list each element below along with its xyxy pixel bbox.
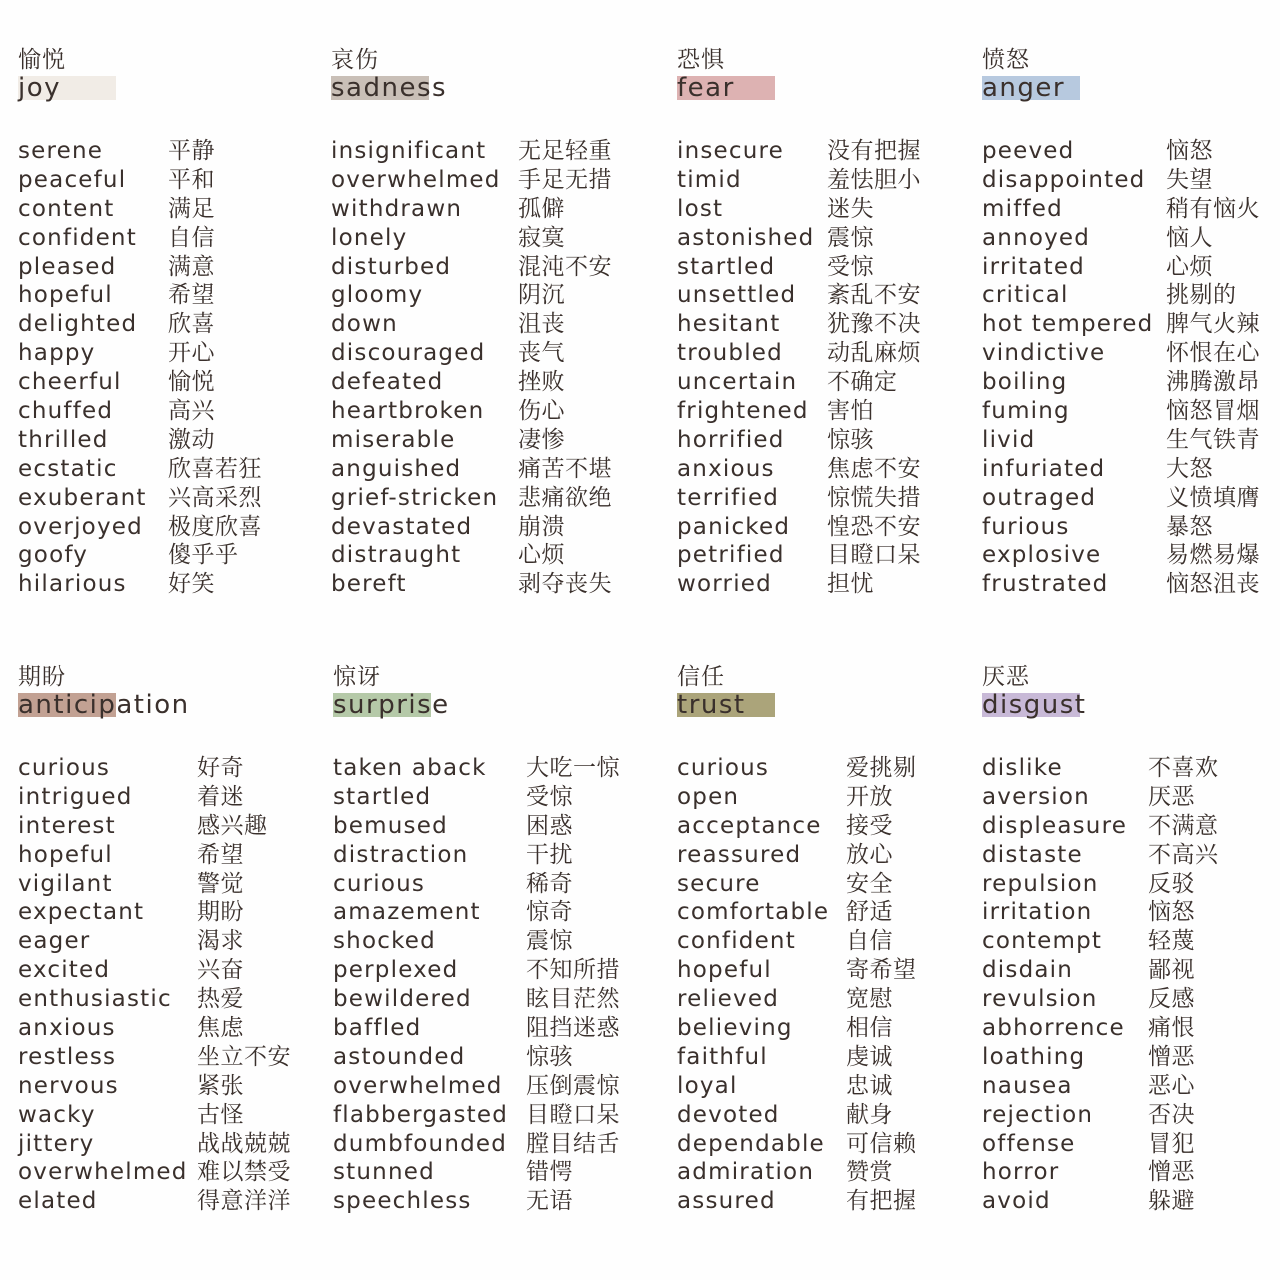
- word-zh: 孤僻: [518, 195, 565, 222]
- word-en: stunned: [333, 1159, 435, 1186]
- word-zh: 希望: [168, 282, 215, 309]
- word-en: chuffed: [18, 398, 114, 425]
- emotion-title-en: anger: [982, 73, 1065, 103]
- word-en: peeved: [982, 138, 1075, 164]
- word-zh: 膛目结舌: [526, 1130, 620, 1157]
- word-zh: 剥夺丧失: [518, 571, 612, 598]
- word-zh: 平和: [168, 166, 215, 193]
- word-zh: 舒适: [846, 899, 893, 926]
- word-en: bemused: [333, 812, 448, 839]
- word-en: perplexed: [333, 957, 459, 984]
- word-en: restless: [18, 1043, 117, 1070]
- word-en: astonished: [677, 224, 815, 251]
- word-en: worried: [677, 571, 772, 598]
- word-en: cheerful: [18, 369, 122, 396]
- word-en: offense: [982, 1130, 1076, 1157]
- word-zh: 欣喜: [168, 311, 215, 338]
- word-zh: 献身: [846, 1101, 893, 1128]
- word-zh: 困惑: [526, 812, 573, 839]
- emotion-section-anger: [982, 46, 1260, 598]
- word-zh: 惶恐不安: [827, 513, 921, 540]
- word-en: heartbroken: [331, 398, 485, 425]
- word-zh: 沮丧: [518, 311, 565, 338]
- word-en: dependable: [677, 1130, 825, 1157]
- word-en: ecstatic: [18, 455, 118, 482]
- word-zh: 手足无措: [518, 166, 612, 193]
- emotion-title-zh: 恐惧: [677, 47, 725, 73]
- emotion-title-zh: 惊讶: [333, 664, 381, 690]
- word-zh: 恼怒: [1166, 138, 1213, 164]
- word-en: bewildered: [333, 986, 472, 1013]
- word-en: interest: [18, 812, 116, 839]
- word-zh: 坐立不安: [197, 1043, 291, 1070]
- word-zh: 满足: [168, 195, 215, 222]
- word-zh: 傻乎乎: [168, 542, 239, 569]
- word-en: discouraged: [331, 340, 486, 367]
- word-en: overwhelmed: [333, 1072, 503, 1099]
- word-en: anguished: [331, 455, 462, 482]
- word-en: curious: [677, 755, 770, 781]
- word-en: nervous: [18, 1072, 119, 1099]
- word-zh: 脾气火辣: [1166, 311, 1260, 338]
- word-zh: 干扰: [526, 841, 573, 868]
- word-en: open: [677, 783, 740, 810]
- word-zh: 寂寞: [518, 224, 565, 251]
- word-en: thrilled: [18, 426, 109, 453]
- word-en: irritation: [982, 899, 1093, 926]
- word-zh: 错愕: [526, 1159, 573, 1186]
- word-en: rejection: [982, 1101, 1094, 1128]
- word-zh: 开心: [168, 340, 215, 367]
- word-en: elated: [18, 1188, 98, 1215]
- word-en: terrified: [677, 484, 780, 511]
- word-zh: 感兴趣: [197, 812, 268, 839]
- word-en: comfortable: [677, 899, 830, 926]
- word-zh: 稍有恼火: [1166, 195, 1260, 222]
- word-zh: 战战兢兢: [197, 1130, 291, 1157]
- word-en: bereft: [331, 571, 407, 598]
- word-zh: 沸腾激昂: [1166, 369, 1260, 396]
- word-en: expectant: [18, 899, 145, 926]
- word-en: enthusiastic: [18, 986, 172, 1013]
- word-zh: 挑剔的: [1166, 282, 1237, 309]
- word-en: shocked: [333, 928, 436, 955]
- word-zh: 不确定: [827, 369, 898, 396]
- word-zh: 迷失: [827, 195, 874, 222]
- word-en: disdain: [982, 957, 1074, 984]
- word-zh: 憎恶: [1148, 1159, 1195, 1186]
- emotion-section-trust: [677, 663, 917, 1215]
- word-zh: 欣喜若狂: [168, 455, 262, 482]
- word-zh: 兴高采烈: [168, 484, 262, 511]
- word-en: anxious: [18, 1015, 116, 1042]
- word-en: happy: [18, 340, 96, 367]
- word-en: fuming: [982, 398, 1070, 425]
- word-zh: 高兴: [168, 398, 215, 425]
- word-zh: 凄惨: [518, 426, 565, 453]
- word-zh: 可信赖: [846, 1130, 917, 1157]
- word-en: curious: [18, 755, 111, 781]
- word-en: believing: [677, 1015, 793, 1042]
- word-zh: 痛恨: [1148, 1015, 1195, 1042]
- word-zh: 希望: [197, 841, 244, 868]
- word-zh: 义愤填膺: [1166, 484, 1260, 511]
- word-zh: 不知所措: [526, 957, 620, 984]
- word-zh: 犹豫不决: [827, 311, 921, 338]
- word-zh: 目瞪口呆: [827, 542, 921, 569]
- word-en: admiration: [677, 1159, 815, 1186]
- word-en: insecure: [677, 138, 785, 164]
- word-zh: 好笑: [168, 571, 215, 598]
- word-zh: 惊骇: [526, 1043, 573, 1070]
- word-en: anxious: [677, 455, 775, 482]
- emotion-title-en: trust: [677, 690, 746, 720]
- word-en: goofy: [18, 542, 89, 569]
- emotion-title-zh: 期盼: [18, 664, 66, 690]
- word-zh: 震惊: [827, 224, 874, 251]
- word-en: annoyed: [982, 224, 1091, 251]
- word-zh: 生气铁青: [1166, 426, 1260, 453]
- word-en: vindictive: [982, 340, 1106, 367]
- word-zh: 惊慌失措: [827, 484, 921, 511]
- word-en: panicked: [677, 513, 791, 540]
- word-zh: 安全: [846, 870, 893, 897]
- word-zh: 恼怒冒烟: [1166, 398, 1260, 425]
- word-en: withdrawn: [331, 195, 463, 222]
- word-en: taken aback: [333, 755, 487, 781]
- word-en: hilarious: [18, 571, 127, 598]
- word-zh: 期盼: [197, 899, 244, 926]
- word-zh: 不喜欢: [1148, 755, 1219, 781]
- word-en: abhorrence: [982, 1015, 1125, 1042]
- word-en: insignificant: [331, 138, 487, 164]
- word-en: outraged: [982, 484, 1097, 511]
- word-en: eager: [18, 928, 91, 955]
- word-en: horror: [982, 1159, 1060, 1186]
- word-zh: 轻蔑: [1148, 928, 1195, 955]
- word-en: overwhelmed: [331, 166, 501, 193]
- emotion-section-sadness: [331, 46, 612, 598]
- word-zh: 警觉: [197, 870, 244, 897]
- word-zh: 厌恶: [1148, 783, 1195, 810]
- word-zh: 不满意: [1148, 812, 1219, 839]
- word-en: down: [331, 311, 398, 338]
- emotion-title-zh: 愤怒: [982, 47, 1030, 73]
- word-zh: 伤心: [518, 398, 565, 425]
- word-zh: 好奇: [197, 755, 244, 781]
- word-zh: 冒犯: [1148, 1130, 1195, 1157]
- word-en: distraction: [333, 841, 469, 868]
- word-en: furious: [982, 513, 1070, 540]
- word-en: serene: [18, 138, 104, 164]
- emotion-title-zh: 厌恶: [982, 664, 1030, 690]
- word-en: reassured: [677, 841, 802, 868]
- word-zh: 恼人: [1166, 224, 1213, 251]
- word-en: lost: [677, 195, 724, 222]
- word-en: confident: [18, 224, 137, 251]
- word-zh: 大吃一惊: [526, 755, 620, 781]
- word-en: delighted: [18, 311, 138, 338]
- emotion-section-joy: [18, 46, 262, 598]
- emotion-section-anticipation: [18, 663, 291, 1215]
- word-zh: 恶心: [1148, 1072, 1195, 1099]
- word-en: disturbed: [331, 253, 452, 280]
- emotion-title-zh: 愉悦: [18, 47, 66, 73]
- word-zh: 紊乱不安: [827, 282, 921, 309]
- word-zh: 接受: [846, 812, 893, 839]
- word-en: frightened: [677, 398, 809, 425]
- word-zh: 自信: [846, 928, 893, 955]
- word-en: timid: [677, 166, 742, 193]
- word-en: astounded: [333, 1043, 466, 1070]
- word-zh: 得意洋洋: [197, 1188, 291, 1215]
- word-en: jittery: [18, 1130, 95, 1157]
- word-zh: 极度欣喜: [168, 513, 262, 540]
- word-en: content: [18, 195, 115, 222]
- word-en: confident: [677, 928, 796, 955]
- word-en: assured: [677, 1188, 776, 1215]
- word-zh: 暴怒: [1166, 513, 1213, 540]
- word-zh: 易燃易爆: [1166, 542, 1260, 569]
- word-en: boiling: [982, 369, 1068, 396]
- word-en: curious: [333, 870, 426, 897]
- word-zh: 悲痛欲绝: [518, 484, 612, 511]
- word-zh: 反驳: [1148, 870, 1195, 897]
- emotion-title-en: joy: [18, 73, 66, 103]
- word-en: peaceful: [18, 166, 127, 193]
- word-zh: 满意: [168, 253, 215, 280]
- word-zh: 赞赏: [846, 1159, 893, 1186]
- word-zh: 压倒震惊: [526, 1072, 620, 1099]
- word-en: startled: [677, 253, 776, 280]
- word-zh: 兴奋: [197, 957, 244, 984]
- word-en: dislike: [982, 755, 1063, 781]
- word-en: horrified: [677, 426, 785, 453]
- word-en: devastated: [331, 513, 473, 540]
- word-en: flabbergasted: [333, 1101, 509, 1128]
- word-zh: 虔诚: [846, 1043, 893, 1070]
- word-zh: 心烦: [1166, 253, 1213, 280]
- emotion-title-en: fear: [677, 73, 735, 103]
- emotion-title-en: surprise: [333, 690, 450, 720]
- word-zh: 无足轻重: [518, 138, 612, 164]
- word-zh: 焦虑: [197, 1015, 244, 1042]
- word-en: loyal: [677, 1072, 738, 1099]
- word-zh: 相信: [846, 1015, 893, 1042]
- word-zh: 害怕: [827, 398, 874, 425]
- emotion-section-surprise: [333, 663, 620, 1215]
- word-zh: 愉悦: [168, 369, 215, 396]
- word-zh: 混沌不安: [518, 253, 612, 280]
- emotion-section-disgust: [982, 663, 1219, 1215]
- word-zh: 挫败: [518, 369, 565, 396]
- word-en: revulsion: [982, 986, 1098, 1013]
- word-en: startled: [333, 783, 432, 810]
- word-en: disappointed: [982, 166, 1146, 193]
- word-en: distraught: [331, 542, 462, 569]
- emotion-title-en: anticipation: [18, 690, 190, 720]
- word-en: acceptance: [677, 812, 822, 839]
- word-zh: 恼怒: [1148, 899, 1195, 926]
- word-zh: 稀奇: [526, 870, 573, 897]
- word-en: overjoyed: [18, 513, 143, 540]
- word-en: distaste: [982, 841, 1083, 868]
- word-en: defeated: [331, 369, 444, 396]
- word-en: aversion: [982, 783, 1090, 810]
- word-en: unsettled: [677, 282, 797, 309]
- word-zh: 恼怒沮丧: [1166, 571, 1260, 598]
- word-en: nausea: [982, 1072, 1073, 1099]
- word-en: livid: [982, 426, 1036, 453]
- word-en: faithful: [677, 1043, 768, 1070]
- word-zh: 受惊: [526, 783, 573, 810]
- word-zh: 不高兴: [1148, 841, 1219, 868]
- word-en: intrigued: [18, 783, 133, 810]
- word-en: hesitant: [677, 311, 781, 338]
- word-zh: 震惊: [526, 928, 573, 955]
- word-en: baffled: [333, 1015, 422, 1042]
- word-zh: 平静: [168, 138, 215, 164]
- word-zh: 焦虑不安: [827, 455, 921, 482]
- emotion-title-zh: 哀伤: [331, 47, 379, 73]
- word-en: miserable: [331, 426, 456, 453]
- word-en: hot tempered: [982, 311, 1154, 338]
- word-zh: 崩溃: [518, 513, 565, 540]
- word-zh: 动乱麻烦: [827, 340, 921, 367]
- word-en: exuberant: [18, 484, 147, 511]
- word-en: amazement: [333, 899, 481, 926]
- word-zh: 眩目茫然: [526, 986, 620, 1013]
- word-en: excited: [18, 957, 111, 984]
- word-en: secure: [677, 870, 761, 897]
- word-zh: 憎恶: [1148, 1043, 1195, 1070]
- word-en: overwhelmed: [18, 1159, 188, 1186]
- word-en: uncertain: [677, 369, 798, 396]
- word-zh: 担忧: [827, 571, 874, 598]
- word-zh: 紧张: [197, 1072, 244, 1099]
- word-zh: 阴沉: [518, 282, 565, 309]
- word-zh: 热爱: [197, 986, 244, 1013]
- word-en: loathing: [982, 1043, 1086, 1070]
- word-zh: 鄙视: [1148, 957, 1195, 984]
- word-zh: 痛苦不堪: [518, 455, 612, 482]
- word-zh: 反感: [1148, 986, 1195, 1013]
- word-en: pleased: [18, 253, 117, 280]
- word-en: hopeful: [18, 841, 113, 868]
- word-en: contempt: [982, 928, 1103, 955]
- word-en: gloomy: [331, 282, 424, 309]
- word-en: vigilant: [18, 870, 113, 897]
- word-zh: 大怒: [1166, 455, 1213, 482]
- word-zh: 寄希望: [846, 957, 917, 984]
- word-zh: 自信: [168, 224, 215, 251]
- word-zh: 受惊: [827, 253, 874, 280]
- word-zh: 羞怯胆小: [827, 166, 921, 193]
- word-zh: 难以禁受: [197, 1159, 291, 1186]
- word-zh: 开放: [846, 783, 893, 810]
- word-zh: 无语: [526, 1188, 573, 1215]
- word-zh: 古怪: [197, 1101, 244, 1128]
- word-zh: 目瞪口呆: [526, 1101, 620, 1128]
- word-zh: 着迷: [197, 783, 244, 810]
- word-en: miffed: [982, 195, 1063, 222]
- word-en: lonely: [331, 224, 408, 251]
- word-zh: 怀恨在心: [1166, 340, 1260, 367]
- word-zh: 心烦: [518, 542, 565, 569]
- word-zh: 没有把握: [827, 138, 921, 164]
- word-en: speechless: [333, 1188, 472, 1215]
- word-zh: 忠诚: [846, 1072, 893, 1099]
- word-en: relieved: [677, 986, 779, 1013]
- word-zh: 阻挡迷惑: [526, 1015, 620, 1042]
- word-en: petrified: [677, 542, 785, 569]
- word-zh: 有把握: [846, 1188, 917, 1215]
- word-zh: 惊奇: [526, 899, 573, 926]
- word-en: avoid: [982, 1188, 1051, 1215]
- word-zh: 宽慰: [846, 986, 893, 1013]
- word-en: frustrated: [982, 571, 1109, 598]
- word-en: displeasure: [982, 812, 1128, 839]
- word-zh: 失望: [1166, 166, 1213, 193]
- word-en: hopeful: [18, 282, 113, 309]
- word-en: explosive: [982, 542, 1102, 569]
- word-en: wacky: [18, 1101, 96, 1128]
- word-zh: 惊骇: [827, 426, 874, 453]
- word-en: troubled: [677, 340, 783, 367]
- emotion-title-en: disgust: [982, 690, 1087, 720]
- word-zh: 否决: [1148, 1101, 1195, 1128]
- word-en: dumbfounded: [333, 1130, 508, 1157]
- word-en: devoted: [677, 1101, 780, 1128]
- word-en: irritated: [982, 253, 1085, 280]
- word-en: infuriated: [982, 455, 1106, 482]
- word-zh: 放心: [846, 841, 893, 868]
- emotion-title-zh: 信任: [677, 664, 725, 690]
- word-zh: 激动: [168, 426, 215, 453]
- word-en: critical: [982, 282, 1069, 309]
- word-zh: 躲避: [1148, 1188, 1195, 1215]
- word-en: hopeful: [677, 957, 772, 984]
- emotion-title-en: sadness: [331, 73, 448, 103]
- emotion-section-fear: [677, 46, 921, 598]
- word-zh: 爱挑剔: [846, 755, 917, 781]
- word-en: repulsion: [982, 870, 1099, 897]
- word-zh: 丧气: [518, 340, 565, 367]
- word-zh: 渴求: [197, 928, 244, 955]
- word-en: grief-stricken: [331, 484, 499, 511]
